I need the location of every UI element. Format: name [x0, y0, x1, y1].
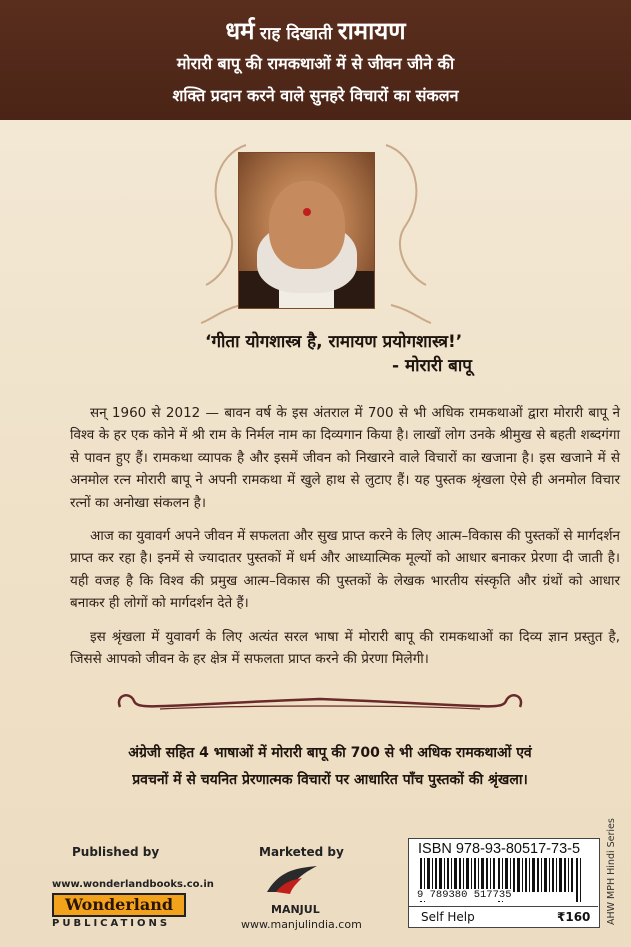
published-by-label: Published by: [72, 845, 160, 859]
decorative-divider-icon: [100, 685, 540, 721]
series-note: [70, 740, 590, 794]
quote-text: ‘गीता योगशास्त्र है, रामायण प्रयोगशास्त्र!’: [205, 332, 463, 352]
header-banner: [0, 0, 631, 120]
series-code-vertical: AHW MPH Hindi Series: [606, 818, 617, 925]
quote-attribution: - मोरारी बापू: [392, 356, 472, 376]
swirl-ornament-right-icon: [376, 135, 436, 325]
publisher-url: www.wonderlandbooks.co.in: [52, 879, 214, 890]
series-note-line-2: प्रवचनों में से चयनित प्रेरणात्मक विचारों पर आधारित पाँच पुस्तकों की श्रृंखला।: [132, 772, 528, 788]
subtitle-line-1: मोरारी बापू की रामकथाओं में से जीवन जीने की: [176, 54, 455, 73]
description-paragraph-3: इस श्रृंखला में युवावर्ग के लिए अत्यंत सरल भाषा में मोरारी बापू की रामकथाओं का दिव्य ज्ञान प्रस्तुत है, जिससे आपको जीवन के हर क्षेत्र में सफलता प्राप्त करने की प्रेरणा मिलेगी।: [70, 628, 620, 668]
title-word-dharm: धर्म: [225, 17, 255, 45]
description-paragraph-1: सन् 1960 से 2012 — बावन वर्ष के इस अंतराल में 700 से भी अधिक रामकथाओं द्वारा मोरारी बापू ने विश्व के हर एक कोने में श्री राम के निर्मल नाम का दिव्यगान किया है। लाखों लोग उनके श्रीमुख से बहती शब्दगंगा से पावन हुए हैं। रामकथा व्यापक है और इसमें जीवन को निखारने वाले विचारों का खजाना है। इस खजाने में से अनमोल रत्न मोरारी बापू ने अपनी रामकथा में खुले हाथ से लुटाए हैं। यह पुस्तक श्रृंखला ऐसे ही अनमोल विचार रत्नों का अनोखा संकलन है।: [70, 405, 620, 511]
description-body: [70, 402, 620, 681]
portrait-tilak: [303, 208, 311, 216]
title-word-middle: राह दिखाती: [260, 24, 333, 44]
isbn-number: ISBN 978-93-80517-73-5: [418, 841, 581, 857]
marketer-url: www.manjulindia.com: [241, 918, 362, 931]
title-word-ramayan: रामायण: [337, 17, 406, 45]
portrait-frame: [196, 135, 436, 325]
bird-logo-icon: [262, 862, 322, 900]
barcode-digits: 9 789380 517735: [417, 889, 512, 901]
publisher-logo-sub: PUBLICATIONS: [52, 918, 171, 929]
marketed-by-label: Marketed by: [259, 845, 344, 859]
manjul-name: MANJUL: [271, 903, 320, 916]
book-price: ₹160: [557, 910, 591, 924]
subtitle-line-2: शक्ति प्रदान करने वाले सुनहरे विचारों का संकलन: [172, 86, 459, 105]
portrait-face: [269, 181, 345, 269]
book-category: Self Help: [421, 910, 475, 924]
series-note-line-1: अंग्रेजी सहित 4 भाषाओं में मोरारी बापू की 700 से भी अधिक रामकथाओं एवं: [128, 745, 532, 761]
author-portrait: [238, 152, 375, 309]
book-title: [0, 14, 631, 47]
wonderland-logo: Wonderland: [52, 893, 186, 917]
description-paragraph-2: आज का युवावर्ग अपने जीवन में सफलता और सुख प्राप्त करने के लिए आत्म–विकास की पुस्तकों से मार्गदर्शन प्राप्त कर रहा है। इनमें से ज्यादातर पुस्तकों में धर्म और आध्यात्मिक मूल्यों को आधार बनाकर प्रेरणा दी जाती है। यही वजह है कि विश्व की प्रमुख आत्म–विकास की पुस्तकों के लेखक भारतीय संस्कृति और ग्रंथों को आधार बनाकर ही लोगों को मार्गदर्शन देते हैं।: [70, 528, 620, 612]
